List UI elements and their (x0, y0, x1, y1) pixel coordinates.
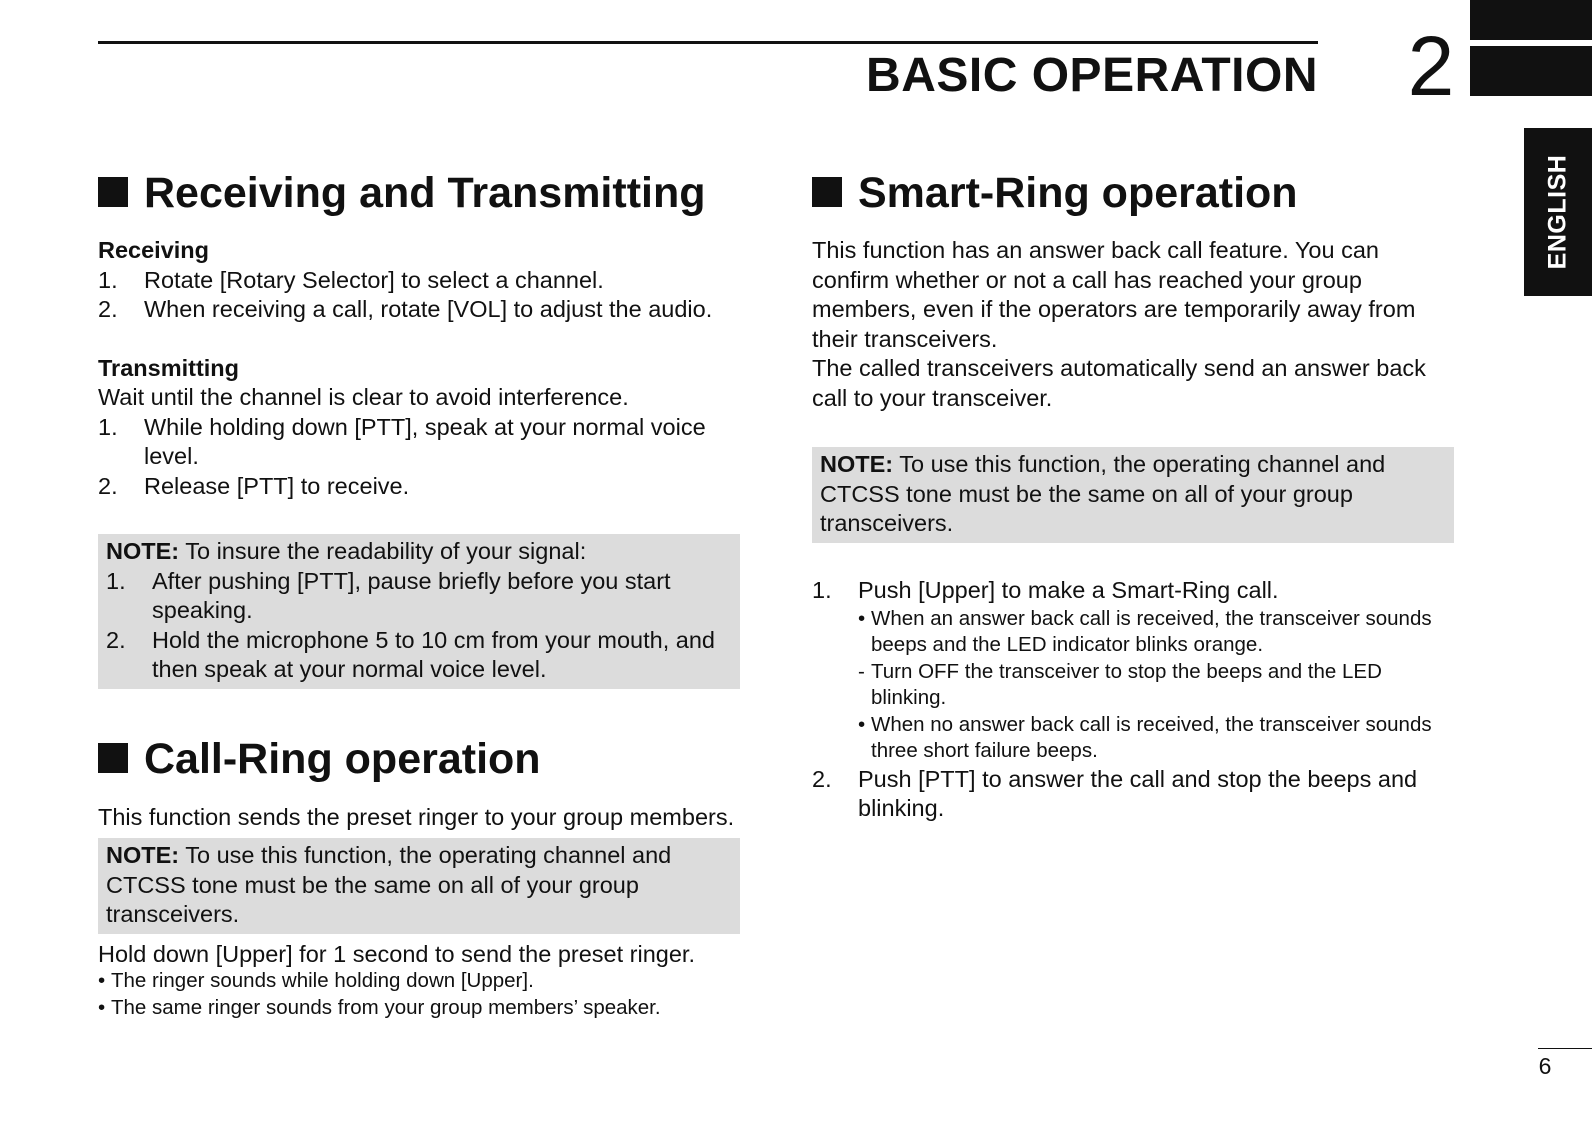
chapter-tab-bar-top (1470, 0, 1592, 40)
bullet-icon: • (98, 969, 106, 992)
note-label: NOTE: (820, 451, 894, 477)
list-item: • The ringer sounds while holding down [Upper]. (98, 968, 748, 995)
note-box-readability (98, 534, 740, 689)
section-title-receiving-transmitting (98, 169, 706, 217)
list-item: • When an answer back call is received, the transceiver sounds beeps and the LED indicator blinks orange. (858, 606, 1460, 659)
list-item: - Turn OFF the transceiver to stop the beeps and the LED blinking. (858, 659, 1460, 712)
note-line: NOTE: To insure the readability of your signal: (106, 538, 587, 564)
receiving-transmitting-body (98, 236, 738, 501)
section-square-icon (98, 743, 128, 773)
dash-icon: - (858, 659, 865, 683)
receiving-heading: Receiving (98, 237, 210, 263)
call-ring-instruction: Hold down [Upper] for 1 second to send the preset ringer. (98, 941, 695, 967)
page-number: 6 (1538, 1053, 1552, 1079)
list-item: 2. Release [PTT] to receive. (98, 472, 410, 499)
bullet-icon: • (98, 995, 106, 1019)
smart-ring-intro (812, 236, 1452, 413)
section-square-icon (98, 177, 128, 207)
note-box-smart-ring: NOTE: To use this function, the operating channel and CTCSS tone must be the same on all of your group transceivers. (812, 447, 1454, 543)
list-item: 1. After pushing [PTT], pause briefly before you start speaking. (106, 567, 671, 623)
language-tab-label: ENGLISH (1543, 154, 1572, 270)
transmitting-heading: Transmitting (98, 354, 240, 381)
smart-ring-intro-paragraph-1: This function has an answer back call feature. You can confirm whether or not a call has reached your group members, even if the operators are temporarily away from their transceivers. (812, 237, 1416, 352)
section-title-smart-ring (812, 169, 1298, 217)
chapter-tab-bar-bottom (1470, 46, 1592, 96)
chapter-number: 2 (1407, 19, 1455, 113)
transmitting-intro: Wait until the channel is clear to avoid interference. (98, 384, 629, 410)
smart-ring-steps (812, 576, 1460, 824)
list-item: 2. Push [PTT] to answer the call and stop the beeps and blinking. (812, 765, 1418, 821)
list-item: • When no answer back call is received, the transceiver sounds three short failure beeps. (858, 712, 1460, 765)
list-item: 1. Push [Upper] to make a Smart-Ring call. (812, 577, 1279, 603)
header-rule (98, 41, 1318, 44)
bullet-icon: • (858, 606, 866, 630)
list-item: 2. Hold the microphone 5 to 10 cm from your mouth, and then speak at your normal voice level. (106, 626, 715, 682)
note-label: NOTE: (106, 538, 180, 564)
section-title-text: Call-Ring operation (144, 735, 541, 783)
list-item: 2. When receiving a call, rotate [VOL] to adjust the audio. (98, 296, 713, 322)
footer-rule (1538, 1048, 1592, 1049)
list-item: • The same ringer sounds from your group members’ speaker. (98, 995, 748, 1022)
list-item: 1. While holding down [PTT], speak at your normal voice level. (98, 413, 706, 469)
chapter-title: BASIC OPERATION (866, 49, 1318, 102)
list-item: 1. Rotate [Rotary Selector] to select a channel. (98, 266, 604, 293)
bullet-icon: • (858, 712, 866, 736)
step-1-details (858, 606, 1460, 765)
note-box-call-ring: NOTE: To use this function, the operating channel and CTCSS tone must be the same on all of your group transceivers. (98, 838, 740, 934)
call-ring-intro: This function sends the preset ringer to your group members. (98, 804, 735, 830)
section-square-icon (812, 177, 842, 207)
call-ring-bullets (98, 968, 748, 1021)
language-tab (1524, 128, 1592, 296)
note-label: NOTE: (106, 842, 180, 868)
section-title-text: Receiving and Transmitting (144, 169, 706, 217)
smart-ring-intro-paragraph-2: The called transceivers automatically send an answer back call to your transceiver. (812, 355, 1426, 411)
section-title-call-ring (98, 735, 541, 783)
section-title-text: Smart-Ring operation (858, 169, 1298, 217)
